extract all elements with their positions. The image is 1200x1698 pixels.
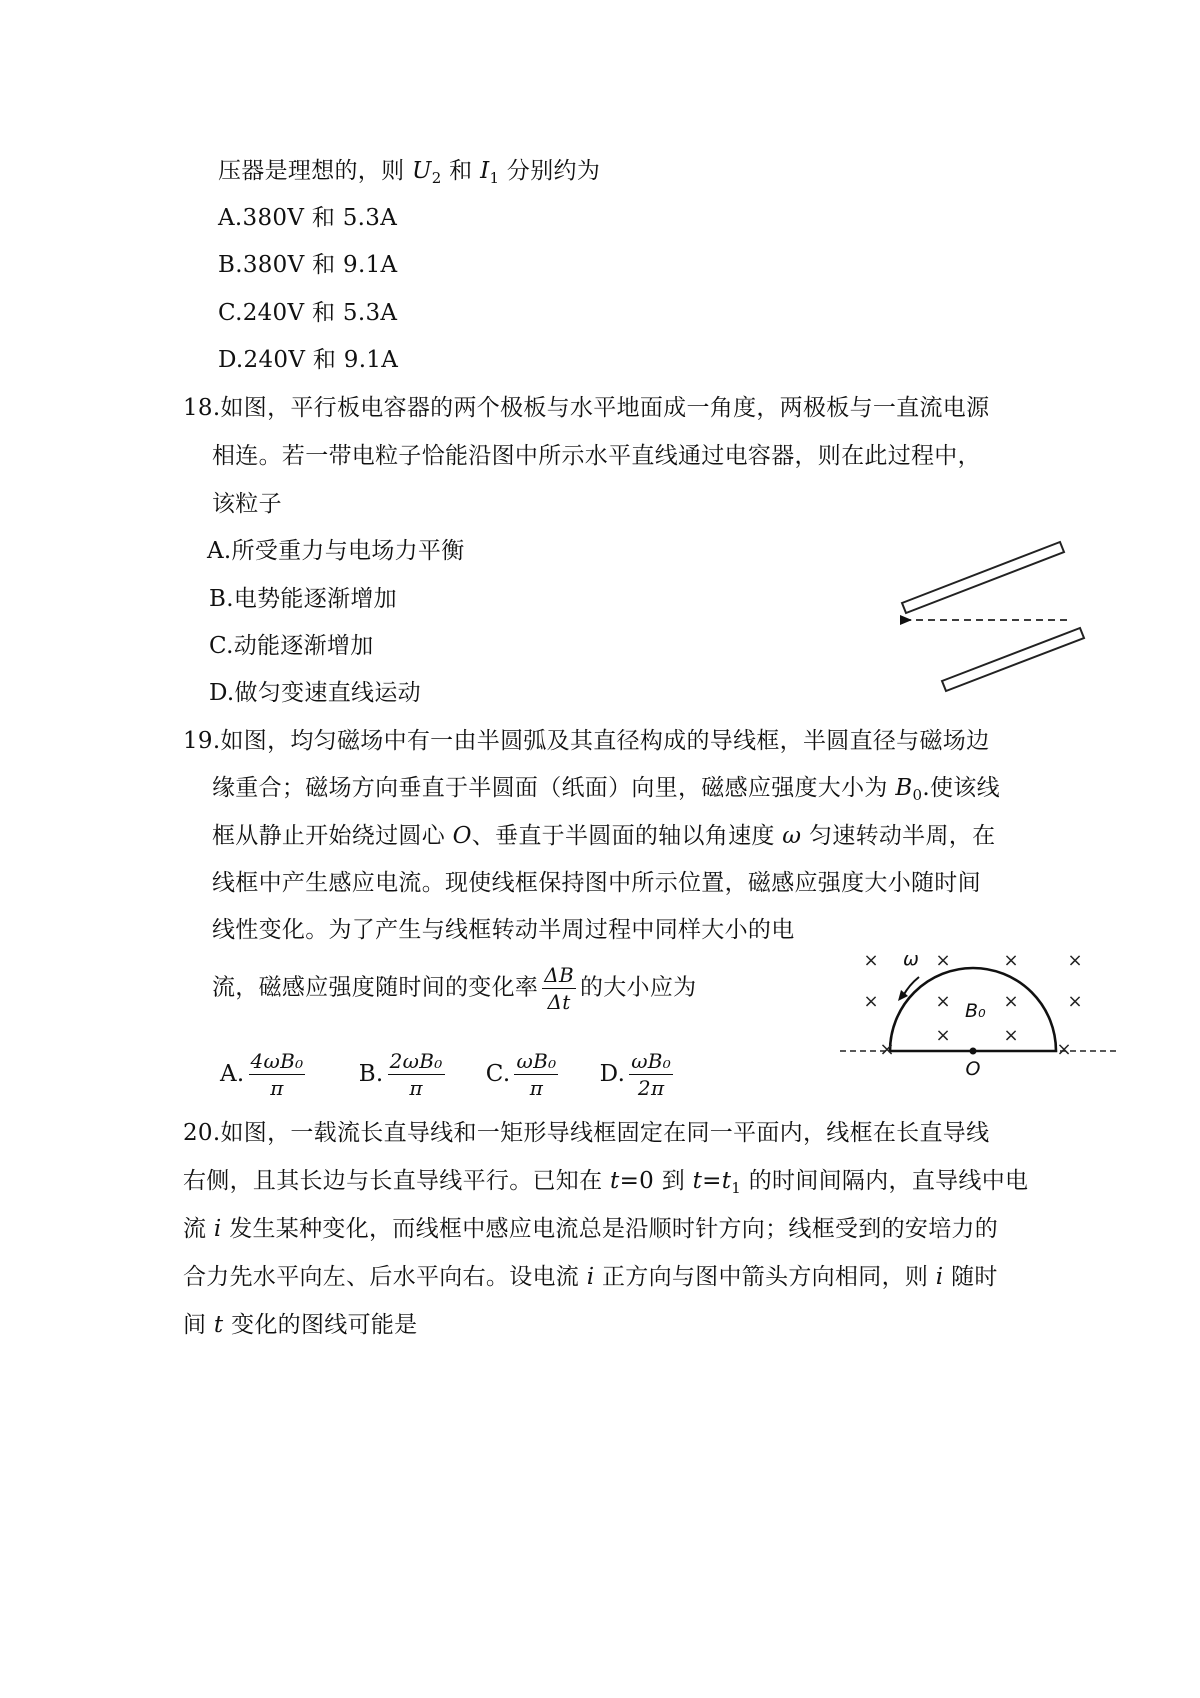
fraction-denominator: π bbox=[529, 1076, 544, 1100]
q20-stem-line-3 bbox=[183, 1214, 998, 1244]
q17-U: U bbox=[412, 158, 432, 184]
particle-arrow-icon bbox=[900, 615, 912, 625]
q19-options bbox=[220, 1048, 677, 1101]
o-label: O bbox=[965, 1058, 981, 1080]
q20-text: 随时 bbox=[943, 1264, 998, 1290]
cross-mark: × bbox=[1003, 950, 1019, 971]
cross-mark: × bbox=[863, 991, 879, 1012]
q18-stem-line-2: 相连。若一带电粒子恰能沿图中所示水平直线通过电容器，则在此过程中， bbox=[212, 443, 981, 469]
option-fraction bbox=[388, 1048, 445, 1101]
q19-text: .使该线 bbox=[922, 775, 1000, 801]
q18-option-a: A.所受重力与电场力平衡 bbox=[207, 538, 465, 564]
fraction-numerator: ωB₀ bbox=[516, 1049, 557, 1073]
q18-option-d: D.做匀变速直线运动 bbox=[209, 680, 421, 706]
q20-text: 间 bbox=[183, 1312, 214, 1338]
q20-text: 合力先水平向左、后水平向右。设电流 bbox=[183, 1264, 587, 1290]
q20-stem-line-4 bbox=[183, 1262, 998, 1292]
omega-label: ω bbox=[903, 948, 919, 970]
q20-i: i bbox=[213, 1216, 222, 1242]
rotation-arrow-icon bbox=[903, 977, 919, 996]
rate-denominator: Δt bbox=[547, 990, 571, 1014]
option-fraction bbox=[514, 1048, 558, 1101]
q19-O: O bbox=[452, 823, 472, 849]
q20-i: i bbox=[586, 1264, 595, 1290]
cross-mark: × bbox=[863, 950, 879, 971]
q20-t: t bbox=[692, 1168, 703, 1194]
capacitor-figure bbox=[890, 530, 1090, 700]
q19-text: 、垂直于半圆面的轴以角速度 bbox=[471, 823, 783, 849]
q20-t: t bbox=[213, 1312, 224, 1338]
q19-stem-line-4: 线框中产生感应电流。现使线框保持图中所示位置，磁感应强度大小随时间 bbox=[212, 870, 981, 896]
q17-stem-tail bbox=[218, 156, 600, 186]
q17-U-sub: 2 bbox=[431, 169, 442, 187]
q20-text: 流 bbox=[183, 1216, 214, 1242]
q19-text: 匀速转动半周，在 bbox=[801, 823, 996, 849]
q19-stem-line-1: 19.如图，均匀磁场中有一由半圆弧及其直径构成的导线框，半圆直径与磁场边 bbox=[183, 728, 990, 754]
q20-text: 发生某种变化，而线框中感应电流总是沿顺时针方向；线框受到的安培力的 bbox=[221, 1216, 999, 1242]
q17-text-a: 压器是理想的，则 bbox=[218, 158, 413, 184]
q19-text: 框从静止开始绕过圆心 bbox=[212, 823, 453, 849]
cross-mark: × bbox=[1067, 991, 1083, 1012]
q19-option-b bbox=[358, 1049, 449, 1100]
semicircle-field-figure bbox=[835, 935, 1125, 1080]
q20-stem-line-5 bbox=[183, 1310, 417, 1340]
fraction-numerator: ωB₀ bbox=[631, 1049, 672, 1073]
q17-option-c: C.240V 和 5.3A bbox=[218, 300, 398, 326]
cross-mark: × bbox=[1003, 991, 1019, 1012]
cross-mark: × bbox=[935, 991, 951, 1012]
q17-and: 和 bbox=[441, 158, 481, 184]
cross-mark: × bbox=[935, 950, 951, 971]
q20-text: = bbox=[702, 1168, 722, 1194]
fraction-denominator: π bbox=[409, 1076, 423, 1100]
q20-i: i bbox=[935, 1264, 944, 1290]
q19-omega: ω bbox=[782, 823, 802, 849]
upper-plate bbox=[902, 542, 1064, 613]
q19-B-sub: 0 bbox=[912, 786, 923, 804]
q20-text: 右侧，且其长边与长直导线平行。已知在 bbox=[183, 1168, 611, 1194]
q19-stem-line-3 bbox=[212, 821, 995, 851]
cross-mark: × bbox=[935, 1025, 951, 1046]
rate-numerator: ΔB bbox=[544, 963, 574, 987]
q20-stem-line-2 bbox=[183, 1166, 1028, 1196]
option-label: B. bbox=[358, 1060, 384, 1087]
q19-option-c bbox=[485, 1049, 563, 1100]
option-label: A. bbox=[220, 1060, 245, 1087]
q20-text: 变化的图线可能是 bbox=[223, 1312, 418, 1338]
q20-text: 的时间间隔内，直导线中电 bbox=[741, 1168, 1029, 1194]
q17-I: I bbox=[480, 158, 490, 184]
fraction-numerator: 4ωB₀ bbox=[250, 1049, 304, 1073]
cross-mark: × bbox=[1003, 1025, 1019, 1046]
cross-mark: × bbox=[1067, 950, 1083, 971]
q19-option-a bbox=[220, 1049, 309, 1100]
q18-stem-line-3: 该粒子 bbox=[212, 491, 282, 517]
q19-stem-line-2 bbox=[212, 773, 1000, 803]
fraction-denominator: π bbox=[270, 1076, 284, 1100]
q17-option-a: A.380V 和 5.3A bbox=[218, 205, 398, 231]
q17-option-b: B.380V 和 9.1A bbox=[218, 252, 398, 278]
b0-label: B₀ bbox=[965, 1000, 986, 1022]
q17-I-sub: 1 bbox=[489, 169, 500, 187]
q19-text: 的大小应为 bbox=[579, 974, 697, 1001]
option-label: C. bbox=[485, 1060, 511, 1087]
q20-text: 正方向与图中箭头方向相同，则 bbox=[594, 1264, 936, 1290]
option-fraction bbox=[249, 1048, 306, 1101]
cross-mark: × bbox=[1056, 1039, 1072, 1060]
fraction-numerator: 2ωB₀ bbox=[389, 1049, 443, 1073]
q19-stem-line-6 bbox=[212, 962, 696, 1015]
q20-text: 到 bbox=[654, 1168, 693, 1194]
q20-text: =0 bbox=[619, 1168, 655, 1194]
lower-plate bbox=[942, 628, 1084, 691]
q19-text: 流，磁感应强度随时间的变化率 bbox=[212, 974, 539, 1001]
q20-t: t bbox=[721, 1168, 732, 1194]
option-label: D. bbox=[599, 1060, 626, 1087]
q17-option-d: D.240V 和 9.1A bbox=[218, 347, 399, 373]
center-point bbox=[970, 1048, 977, 1055]
q19-stem-line-5: 线性变化。为了产生与线框转动半周过程中同样大小的电 bbox=[212, 917, 795, 943]
fraction-denominator: 2π bbox=[637, 1076, 665, 1100]
q17-text-b: 分别约为 bbox=[499, 158, 601, 184]
q18-option-c: C.动能逐渐增加 bbox=[209, 633, 374, 659]
q18-stem-line-1: 18.如图，平行板电容器的两个极板与水平地面成一角度，两极板与一直流电源 bbox=[183, 395, 990, 421]
q19-B: B bbox=[895, 775, 913, 801]
q19-text: 缘重合；磁场方向垂直于半圆面（纸面）向里，磁感应强度大小为 bbox=[212, 775, 896, 801]
q20-t-sub: 1 bbox=[731, 1179, 742, 1197]
q20-stem-line-1: 20.如图，一载流长直导线和一矩形导线框固定在同一平面内，线框在长直导线 bbox=[183, 1120, 990, 1146]
rate-fraction bbox=[542, 962, 576, 1015]
q18-option-b: B.电势能逐渐增加 bbox=[209, 586, 397, 612]
option-fraction bbox=[629, 1048, 673, 1101]
cross-mark: × bbox=[879, 1039, 895, 1060]
q20-t: t bbox=[610, 1168, 620, 1194]
